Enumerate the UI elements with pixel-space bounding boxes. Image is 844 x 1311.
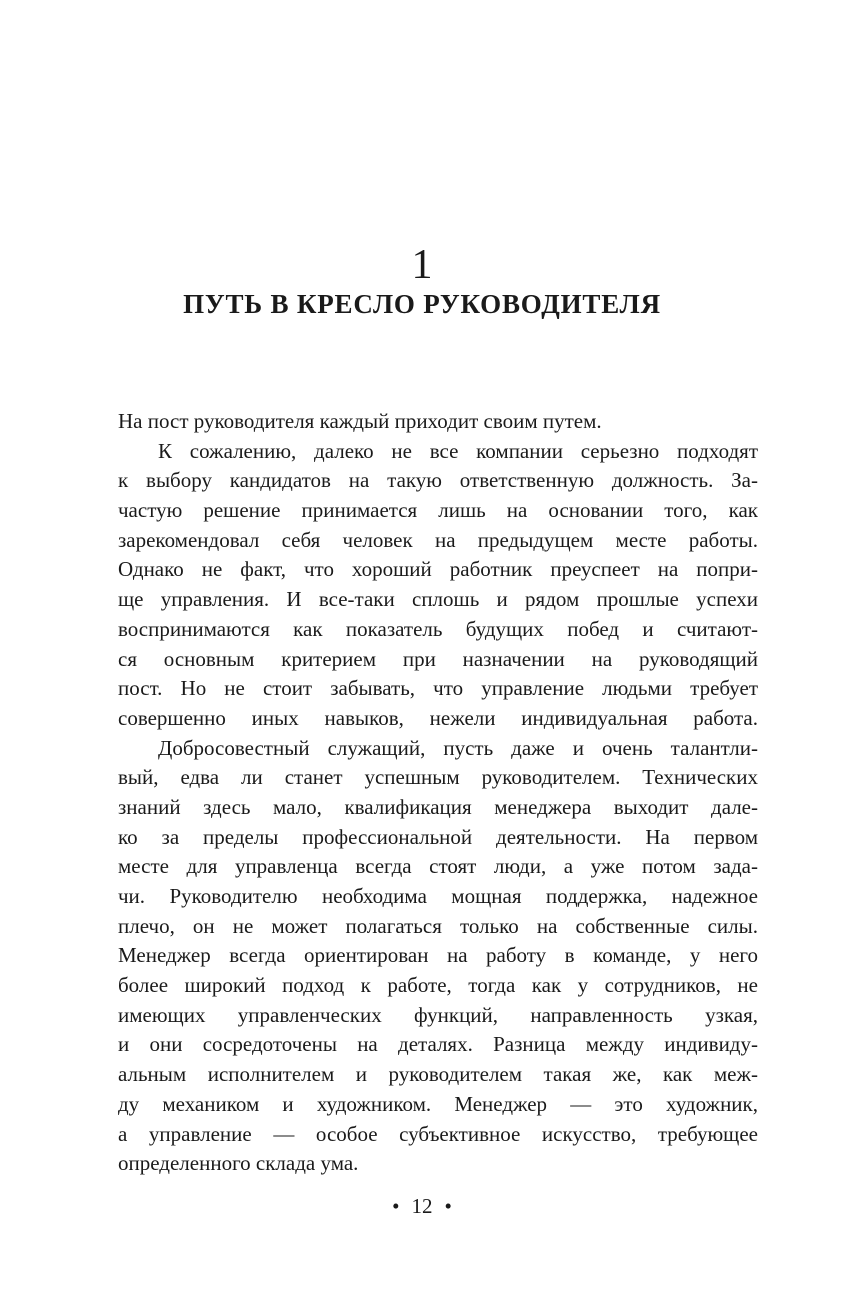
text-line: На пост руководителя каждый приходит своим путем. [118,409,602,433]
text-line: зарекомендовал себя человек на предыдущем месте работы. [118,527,758,552]
text-line: ся основным критерием при назначении на руководящий [118,646,758,671]
text-line: К сожалению, далеко не все компании серьезно подходят [158,438,758,463]
text-line: к выбору кандидатов на такую ответственную должность. За- [118,468,758,493]
chapter-title: ПУТЬ В КРЕСЛО РУКОВОДИТЕЛЯ [183,289,661,319]
text-line: плечо, он не может полагаться только на собственные силы. [118,913,758,938]
text-line: более широкий подход к работе, тогда как у сотрудников, не [118,973,758,998]
text-line: Менеджер всегда ориентирован на работу в команде, у него [118,943,758,968]
text-line: вый, едва ли станет успешным руководителем. Технических [118,765,758,790]
text-line: пост. Но не стоит забывать, что управление людьми требует [118,676,758,701]
text-line: знаний здесь мало, квалификация менеджера выходит дале- [118,794,758,819]
text-line: месте для управленца всегда стоят люди, а уже потом зада- [118,854,758,879]
text-line: имеющих управленческих функций, направленность узкая, [118,1002,758,1027]
text-line: определенного склада ума. [118,1151,359,1176]
body-text [118,407,758,1179]
text-line: и они сосредоточены на деталях. Разница между индивиду- [118,1032,758,1057]
text-line: Добросовестный служащий, пусть даже и очень талантли- [158,735,758,760]
text-line: Однако не факт, что хороший работник преуспеет на попри- [118,557,758,582]
text-line: альным исполнителем и руководителем такая же, как меж- [118,1062,758,1087]
bullet-left: • [392,1194,400,1218]
text-line: чи. Руководителю необходима мощная поддержка, надежное [118,884,758,908]
text-line: ко за пределы профессиональной деятельности. На первом [118,824,758,849]
chapter-number: 1 [411,242,433,288]
text-line: ду механиком и художником. Менеджер — это художник, [118,1091,758,1116]
text-line: совершенно иных навыков, нежели индивидуальная работа. [118,705,758,730]
page-number: 12 [411,1194,433,1218]
text-line: ще управления. И все-таки сплошь и рядом прошлые успехи [118,587,758,612]
page-footer [0,1191,844,1221]
text-line: частую решение принимается лишь на основании того, как [118,498,758,523]
bullet-right: • [444,1194,452,1218]
text-line: а управление — особое субъективное искусство, требующее [118,1121,758,1146]
text-line: воспринимаются как показатель будущих побед и считают- [118,616,758,641]
